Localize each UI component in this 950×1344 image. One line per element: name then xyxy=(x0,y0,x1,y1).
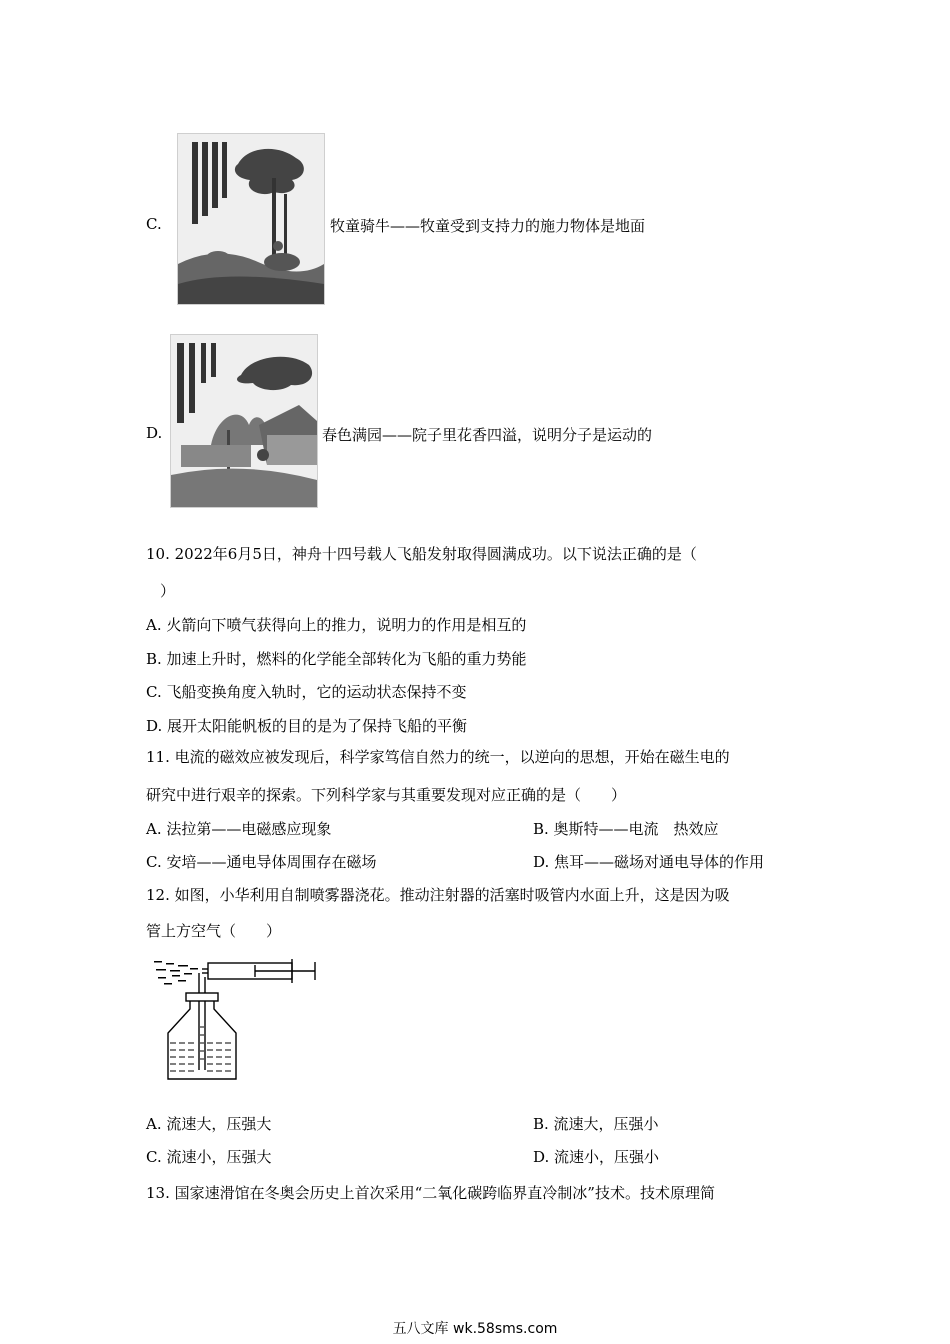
q12-option-b: B. 流速大，压强小 xyxy=(533,1115,659,1133)
bottle xyxy=(168,1001,236,1079)
q11-option-d: D. 焦耳——磁场对通电导体的作用 xyxy=(533,853,765,871)
q11-stem-line2: 研究中进行艰辛的探索。下列科学家与其重要发现对应正确的是（ ） xyxy=(146,786,627,804)
stopper xyxy=(186,993,218,1001)
q12-option-d: D. 流速小，压强小 xyxy=(533,1148,660,1166)
herding-ox-illustration xyxy=(178,134,324,304)
footer-watermark: 五八文库 wk.58sms.com xyxy=(392,1321,558,1337)
herding-ox-painting xyxy=(177,133,325,305)
option-c-label: C. xyxy=(146,215,162,233)
q11-option-b: B. 奥斯特——电流 热效应 xyxy=(533,820,719,838)
sprayer-diagram xyxy=(150,955,328,1085)
q10-option-b: B. 加速上升时，燃料的化学能全部转化为飞船的重力势能 xyxy=(146,650,527,668)
q13-stem-line1: 13. 国家速滑馆在冬奥会历史上首次采用“二氧化碳跨临界直冷制冰”技术。技术原理简 xyxy=(146,1184,715,1202)
spring-garden-painting xyxy=(170,334,318,508)
q11-option-a: A. 法拉第——电磁感应现象 xyxy=(146,820,332,838)
option-d-text: 春色满园——院子里花香四溢，说明分子是运动的 xyxy=(322,426,653,444)
q12-option-a: A. 流速大，压强大 xyxy=(146,1115,272,1133)
q10-stem-line1: 10. 2022年6月5日，神舟十四号载人飞船发射取得圆满成功。以下说法正确的是（ xyxy=(146,545,697,563)
q12-option-c: C. 流速小，压强大 xyxy=(146,1148,272,1166)
q12-stem-line1: 12. 如图，小华利用自制喷雾器浇花。推动注射器的活塞时吸管内水面上升，这是因为吸 xyxy=(146,886,730,904)
q10-option-c: C. 飞船变换角度入轨时，它的运动状态保持不变 xyxy=(146,683,467,701)
option-c-text: 牧童骑牛——牧童受到支持力的施力物体是地面 xyxy=(330,217,646,235)
q10-option-a: A. 火箭向下喷气获得向上的推力，说明力的作用是相互的 xyxy=(146,616,527,634)
spring-garden-illustration xyxy=(171,335,317,507)
option-d-label: D. xyxy=(146,424,163,442)
q10-stem-line2: ） xyxy=(160,582,176,600)
q10-option-d: D. 展开太阳能帆板的目的是为了保持飞船的平衡 xyxy=(146,717,468,735)
q11-option-c: C. 安培——通电导体周围存在磁场 xyxy=(146,853,377,871)
q11-stem-line1: 11. 电流的磁效应被发现后，科学家笃信自然力的统一，以逆向的思想，开始在磁生电的 xyxy=(146,748,730,766)
q12-stem-line2: 管上方空气（ ） xyxy=(146,922,282,940)
